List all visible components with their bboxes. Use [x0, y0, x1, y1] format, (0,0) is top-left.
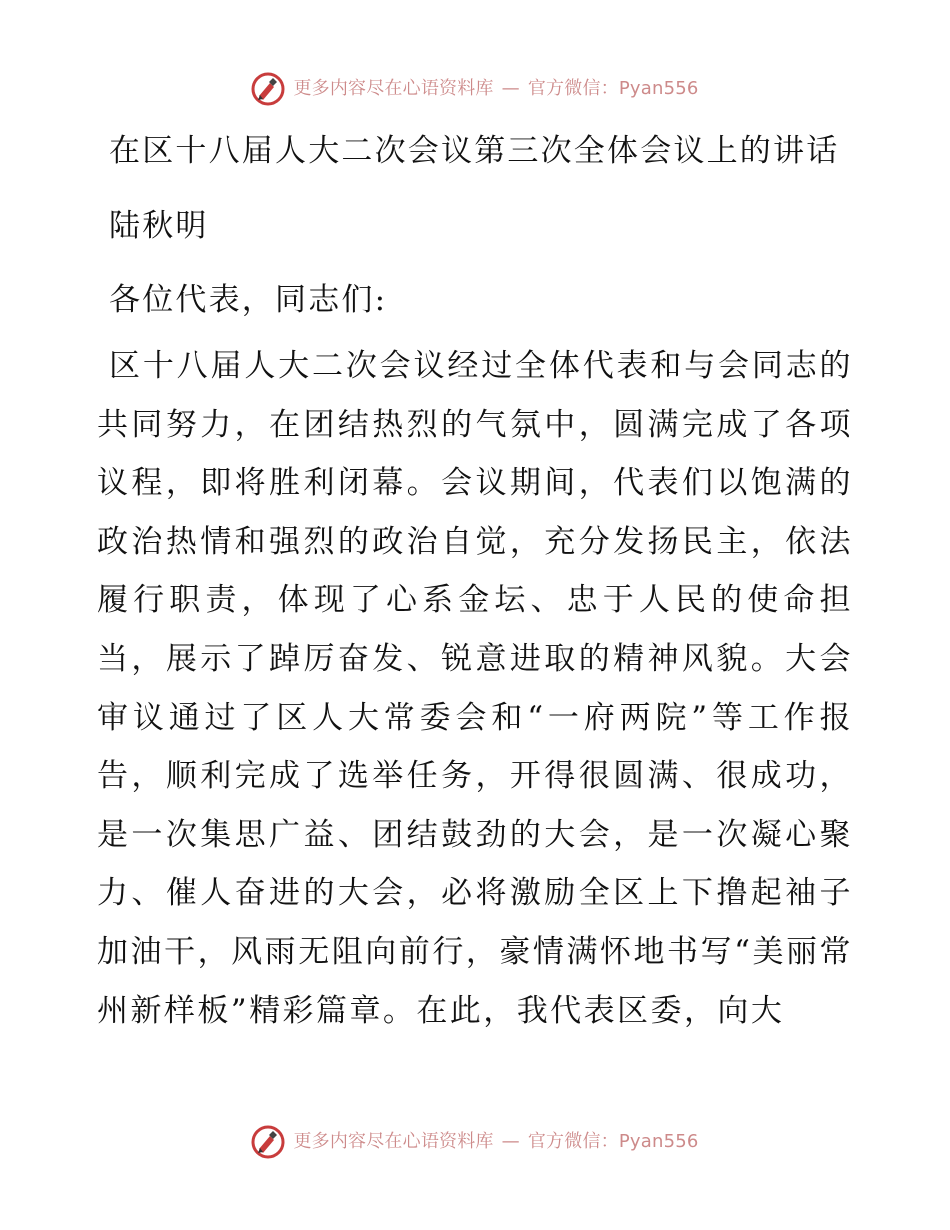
watermark-separator: —: [501, 1131, 520, 1152]
pen-in-circle-logo-icon: [251, 72, 285, 106]
document-salutation: 各位代表，同志们:: [109, 282, 388, 318]
body-paragraph: 区十八届人大二次会议经过全体代表和与会同志的共同努力，在团结热烈的气氛中，圆满完成了各项议程，即将胜利闭幕。会议期间，代表们以饱满的政治热情和强烈的政治自觉，充分发扬民主，依法履行职责，体现了心系金坛、忠于人民的使命担当，展示了踔厉奋发、锐意进取的精神风貌。大会审议通过了区人大常委会和“一府两院”等工作报告，顺利完成了选举任务，开得很圆满、很成功，是一次集思广益、团结鼓劲的大会，是一次凝心聚力、催人奋进的大会，必将激励全区上下撸起袖子加油干，风雨无阻向前行，豪情满怀地书写“美丽常州新样板”精彩篇章。在此，我代表区委，向大: [97, 348, 853, 1029]
document-title: 在区十八届人大二次会议第三次全体会议上的讲话: [109, 133, 840, 169]
top-watermark: [0, 72, 950, 106]
document-author: 陆秋明: [109, 208, 209, 244]
watermark-official-text: 官方微信：Pyan556: [527, 78, 699, 99]
document-content: [97, 122, 853, 1040]
watermark-official-text: 官方微信：Pyan556: [527, 1131, 699, 1152]
watermark-main-text: 更多内容尽在心语资料库: [293, 78, 494, 99]
pen-in-circle-logo-icon: [251, 1125, 285, 1159]
bottom-watermark: [0, 1125, 950, 1159]
watermark-main-text: 更多内容尽在心语资料库: [293, 1131, 494, 1152]
watermark-separator: —: [501, 78, 520, 99]
